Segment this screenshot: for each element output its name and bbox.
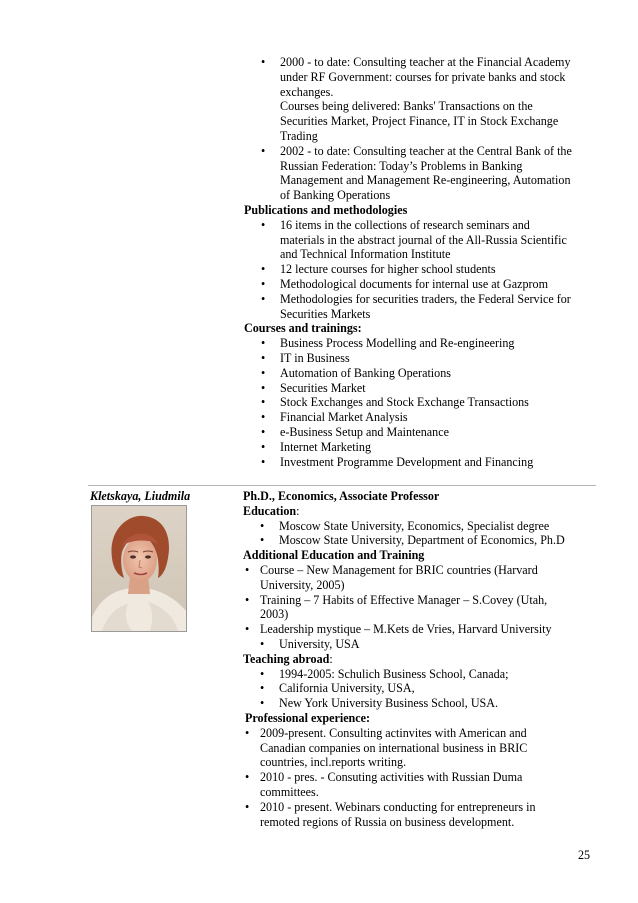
list-item: • Financial Market Analysis — [261, 410, 408, 425]
bullet-icon: • — [261, 410, 266, 425]
list-item: • 2002 - to date: Consulting teacher at the Central Bank of the Russian Federation: Today’s Problems in Banking Management and Management Re-engineering, Automation of Banking Operations — [261, 143, 572, 203]
list-item: • 2010 - pres. - Consuting activities with Russian Duma committees. — [245, 770, 523, 799]
bullet-icon: • — [245, 799, 250, 814]
table-row-divider — [88, 485, 596, 486]
bullet-icon: • — [261, 55, 266, 69]
page-number: 25 — [578, 848, 591, 862]
person-details — [243, 489, 595, 829]
list-item: • Business Process Modelling and Re-engineering — [261, 336, 515, 351]
bullet-icon: • — [260, 518, 265, 533]
courses-heading: Courses and trainings: — [244, 321, 362, 336]
bullet-icon: • — [261, 276, 266, 291]
bullet-icon: • — [261, 365, 266, 380]
list-item: • Leadership mystique – M.Kets de Vries, Harvard University — [245, 622, 552, 637]
list-item: • 2010 - present. Webinars conducting for entrepreneurs in remoted regions of Russia on business development. — [245, 799, 536, 829]
list-item: • University, USA — [260, 636, 360, 651]
person-degree: Ph.D., Economics, Associate Professor — [243, 489, 440, 503]
list-item: • 12 lecture courses for higher school students — [261, 262, 496, 277]
professional-experience-list — [243, 726, 595, 830]
list-item: • e-Business Setup and Maintenance — [261, 424, 449, 439]
bullet-icon: • — [260, 533, 265, 548]
list-item: • Methodologies for securities traders, the Federal Service for Securities Markets — [261, 291, 571, 321]
bullet-icon: • — [245, 725, 250, 740]
bullet-icon: • — [261, 395, 266, 410]
bullet-icon: • — [261, 424, 266, 439]
list-item: • New York University Business School, USA. — [260, 696, 499, 711]
list-item: • Investment Programme Development and Financing — [261, 454, 534, 469]
education-list — [243, 519, 595, 549]
bullet-icon: • — [260, 696, 265, 711]
person-name: Kletskaya, Liudmila — [90, 489, 191, 503]
list-item: • Stock Exchanges and Stock Exchange Transactions — [261, 395, 529, 410]
bullet-icon: • — [245, 562, 250, 577]
list-item: • Securities Market — [261, 380, 366, 395]
bullet-icon: • — [261, 439, 266, 454]
bullet-icon: • — [245, 592, 250, 607]
list-item: • Automation of Banking Operations — [261, 365, 451, 380]
publications-list — [244, 218, 596, 322]
list-item: • Internet Marketing — [261, 439, 372, 454]
bullet-icon: • — [261, 350, 266, 365]
publications-heading: Publications and methodologies — [244, 202, 408, 217]
bullet-icon: • — [261, 143, 266, 158]
bullet-icon: • — [261, 454, 266, 469]
list-item: • Methodological documents for internal use at Gazprom — [261, 276, 548, 291]
list-item: • California University, USA, — [260, 681, 415, 696]
bullet-icon: • — [245, 770, 250, 785]
bullet-icon: • — [260, 681, 265, 696]
additional-education-heading: Additional Education and Training — [243, 548, 425, 563]
list-item: • 2009-present. Consulting actinvites with American and Canadian companies on international business in BRIC countries, incl.reports writing. — [245, 725, 528, 770]
list-item: • Moscow State University, Department of Economics, Ph.D — [260, 533, 565, 548]
list-item: • Course – New Management for BRIC countries (Harvard University, 2005) — [245, 562, 538, 592]
professional-experience-heading: Professional experience: — [245, 710, 371, 725]
list-item: • Moscow State University, Economics, Specialist degree — [260, 518, 550, 533]
bullet-icon: • — [261, 291, 266, 306]
experience-continuation — [244, 55, 596, 469]
teaching-abroad-heading-line: Teaching abroad: — [243, 651, 333, 666]
bullet-icon: • — [261, 336, 266, 351]
list-item: • 1994-2005: Schulich Business School, Canada; — [260, 666, 509, 681]
teaching-abroad-list — [243, 667, 595, 711]
education-heading-line: Education: — [243, 503, 300, 518]
bullet-icon: • — [261, 380, 266, 395]
bullet-icon: • — [261, 262, 266, 277]
list-item: • 2000 - to date: Consulting teacher at the Financial Academy under RF Government: courses for private banks and stock exchanges. Courses being delivered: Banks' Transactions on the Securities Market, Project Finance, IT in Stock Exchange Trading — [261, 55, 571, 143]
bullet-icon: • — [261, 217, 266, 232]
list-item: • Training – 7 Habits of Effective Manager – S.Covey (Utah, 2003) — [245, 592, 548, 622]
list-item: • IT in Business — [261, 350, 350, 365]
portrait-photo — [91, 505, 187, 632]
courses-list — [244, 336, 596, 469]
teaching-abroad-heading: Teaching abroad — [243, 651, 330, 666]
bullet-icon: • — [245, 622, 250, 637]
bullet-icon: • — [260, 666, 265, 681]
additional-education-list — [243, 563, 595, 652]
list-item: • 16 items in the collections of research seminars and materials in the abstract journal of the All-Russia Scientific and Technical Information Institute — [261, 217, 567, 262]
bullet-icon: • — [260, 636, 265, 651]
teaching-list — [244, 55, 596, 203]
education-heading: Education — [243, 503, 297, 518]
